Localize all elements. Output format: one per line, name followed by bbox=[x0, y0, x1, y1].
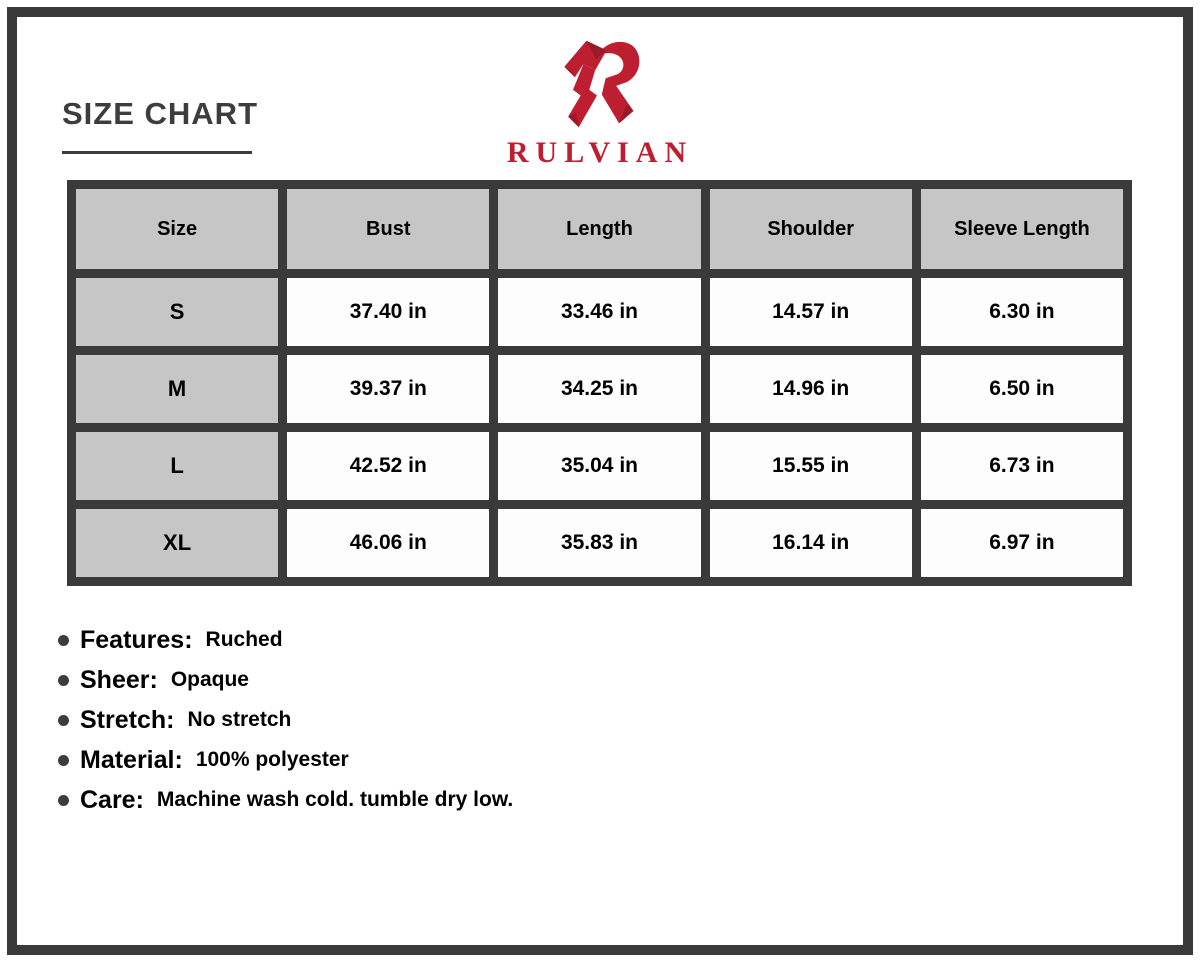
col-header-shoulder: Shoulder bbox=[710, 189, 912, 269]
header-row bbox=[76, 189, 1123, 269]
bust-cell: 42.52 in bbox=[287, 432, 489, 500]
page-title: SIZE CHART bbox=[62, 96, 258, 131]
bust-cell: 46.06 in bbox=[287, 509, 489, 577]
length-cell: 35.04 in bbox=[498, 432, 700, 500]
length-cell: 33.46 in bbox=[498, 278, 700, 346]
detail-value: No stretch bbox=[187, 708, 292, 731]
brand-r-icon bbox=[552, 34, 648, 134]
sleeve-length-cell: 6.30 in bbox=[921, 278, 1123, 346]
bullet-icon bbox=[58, 635, 69, 646]
shoulder-cell: 15.55 in bbox=[710, 432, 912, 500]
table-row bbox=[76, 278, 1123, 346]
col-header-length: Length bbox=[498, 189, 700, 269]
list-item-features bbox=[58, 620, 513, 660]
sleeve-length-cell: 6.73 in bbox=[921, 432, 1123, 500]
detail-value: Ruched bbox=[205, 628, 283, 651]
col-header-sleeve-length: Sleeve Length bbox=[921, 189, 1123, 269]
col-header-size: Size bbox=[76, 189, 278, 269]
list-item-sheer bbox=[58, 660, 513, 700]
detail-label: Sheer: bbox=[80, 665, 158, 694]
bullet-icon bbox=[58, 795, 69, 806]
product-details-list bbox=[58, 620, 513, 820]
size-cell: XL bbox=[76, 509, 278, 577]
bullet-icon bbox=[58, 715, 69, 726]
brand-name: RULVIAN bbox=[506, 136, 694, 169]
length-cell: 35.83 in bbox=[498, 509, 700, 577]
detail-label: Material: bbox=[80, 745, 183, 774]
sleeve-length-cell: 6.50 in bbox=[921, 355, 1123, 423]
size-table-body bbox=[76, 278, 1123, 577]
bust-cell: 39.37 in bbox=[287, 355, 489, 423]
bullet-icon bbox=[58, 755, 69, 766]
table-row bbox=[76, 509, 1123, 577]
list-item-stretch bbox=[58, 700, 513, 740]
detail-value: 100% polyester bbox=[195, 748, 349, 771]
size-table-head bbox=[76, 189, 1123, 269]
detail-label: Features: bbox=[80, 625, 193, 654]
detail-value: Machine wash cold. tumble dry low. bbox=[156, 788, 514, 811]
size-cell: M bbox=[76, 355, 278, 423]
shoulder-cell: 16.14 in bbox=[710, 509, 912, 577]
size-cell: L bbox=[76, 432, 278, 500]
title-underline bbox=[62, 151, 252, 154]
bust-cell: 37.40 in bbox=[287, 278, 489, 346]
detail-value: Opaque bbox=[170, 668, 249, 691]
table-row bbox=[76, 355, 1123, 423]
detail-label: Stretch: bbox=[80, 705, 175, 734]
shoulder-cell: 14.57 in bbox=[710, 278, 912, 346]
shoulder-cell: 14.96 in bbox=[710, 355, 912, 423]
list-item-material bbox=[58, 740, 513, 780]
list-item-care bbox=[58, 780, 513, 820]
size-table bbox=[67, 180, 1132, 586]
sleeve-length-cell: 6.97 in bbox=[921, 509, 1123, 577]
brand-logo bbox=[507, 34, 693, 170]
table-row bbox=[76, 432, 1123, 500]
size-cell: S bbox=[76, 278, 278, 346]
col-header-bust: Bust bbox=[287, 189, 489, 269]
bullet-icon bbox=[58, 675, 69, 686]
length-cell: 34.25 in bbox=[498, 355, 700, 423]
detail-label: Care: bbox=[80, 785, 144, 814]
